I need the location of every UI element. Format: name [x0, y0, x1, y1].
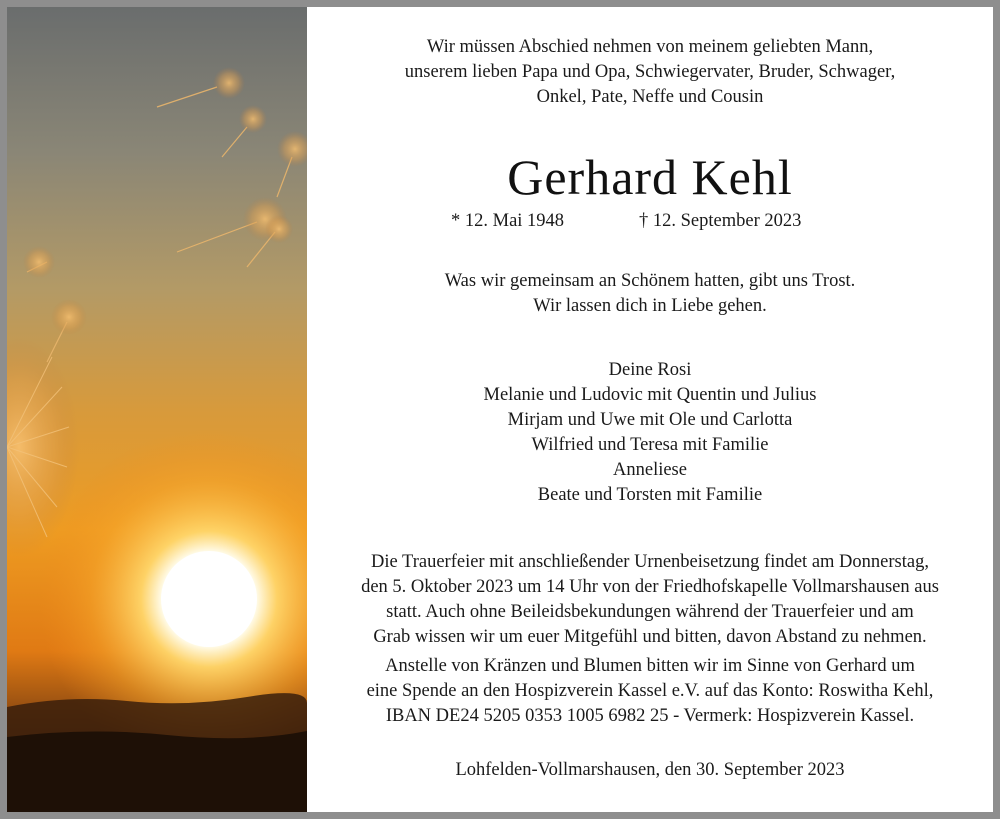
- obituary-text: [307, 7, 993, 812]
- donation-line: Anstelle von Kränzen und Blumen bitten wir im Sinne von Gerhard um: [385, 656, 915, 676]
- donation-line: IBAN DE24 5205 0353 1005 6982 25 - Vermerk: Hospizverein Kassel.: [385, 706, 915, 726]
- donation-line: eine Spende an den Hospizverein Kassel e.V. auf das Konto: Roswitha Kehl,: [366, 681, 934, 701]
- place-and-date: Lohfelden-Vollmarshausen, den 30. September 2023: [455, 760, 845, 780]
- life-dates: [307, 211, 993, 237]
- intro-line: unserem lieben Papa und Opa, Schwiegervater, Bruder, Schwager,: [404, 62, 896, 82]
- ceremony-line: den 5. Oktober 2023 um 14 Uhr von der Friedhofskapelle Vollmarshausen aus: [361, 577, 939, 597]
- mourner-entry: Mirjam und Uwe mit Ole und Carlotta: [507, 410, 793, 430]
- memorial-quote: [307, 269, 993, 319]
- ceremony-line: Grab wissen wir um euer Mitgefühl und bitten, davon Abstand zu nehmen.: [373, 627, 927, 647]
- mourner-entry: Deine Rosi: [608, 360, 692, 380]
- mourner-entry: Anneliese: [613, 460, 687, 480]
- quote-line: Was wir gemeinsam an Schönem hatten, gibt uns Trost.: [444, 271, 856, 291]
- mourner-entry: Melanie und Ludovic mit Quentin und Julius: [483, 385, 817, 405]
- birth-date: * 12. Mai 1948: [451, 211, 565, 231]
- intro-text: [307, 35, 993, 110]
- obituary-card: [7, 7, 993, 812]
- sunset-dandelion-photo: [7, 7, 307, 812]
- ceremony-line: Die Trauerfeier mit anschließender Urnenbeisetzung findet am Donnerstag,: [371, 552, 929, 572]
- ceremony-info: [307, 550, 993, 650]
- death-date: † 12. September 2023: [639, 211, 802, 231]
- photo-illustration: [7, 7, 307, 812]
- intro-line: Wir müssen Abschied nehmen von meinem geliebten Mann,: [426, 37, 874, 57]
- mourners-list: [307, 358, 993, 508]
- intro-line: Onkel, Pate, Neffe und Cousin: [536, 87, 764, 107]
- quote-line: Wir lassen dich in Liebe gehen.: [533, 296, 767, 316]
- ceremony-line: statt. Auch ohne Beileidsbekundungen während der Trauerfeier und am: [386, 602, 914, 622]
- mourner-entry: Beate und Torsten mit Familie: [537, 485, 763, 505]
- donation-info: [307, 654, 993, 729]
- mourner-entry: Wilfried und Teresa mit Familie: [531, 435, 769, 455]
- deceased-name: Gerhard Kehl: [507, 149, 793, 205]
